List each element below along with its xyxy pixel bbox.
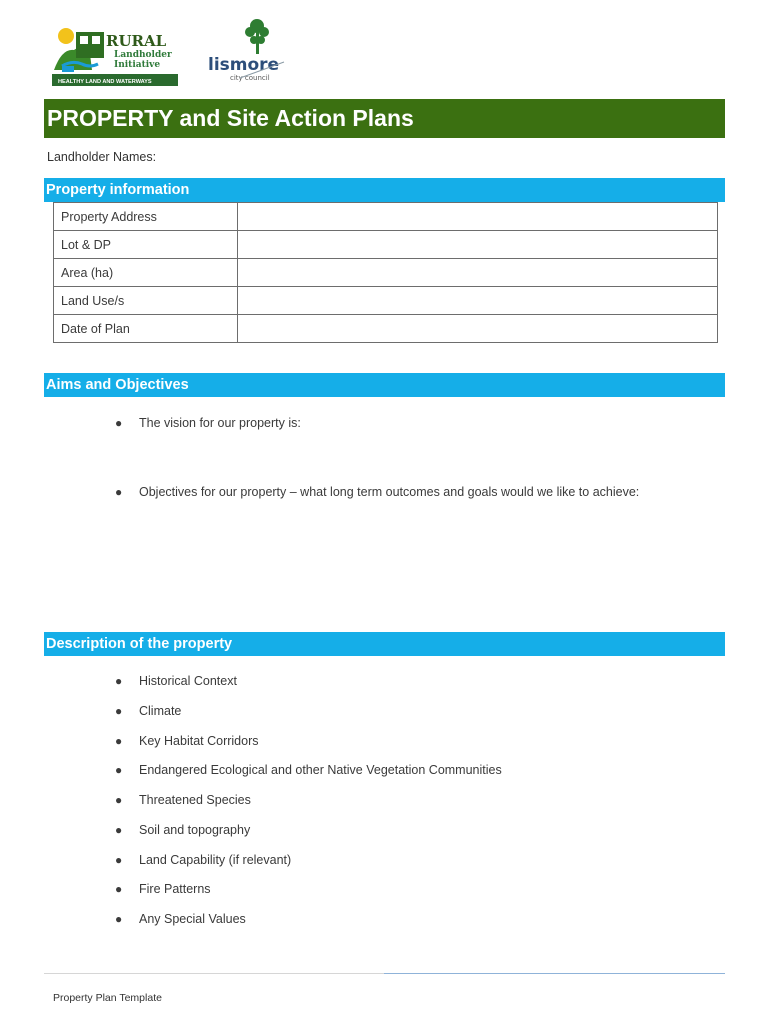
table-row — [54, 231, 718, 259]
bullet-icon: ● — [115, 485, 123, 499]
property-information-table — [53, 202, 718, 343]
land-use-value[interactable] — [238, 287, 718, 315]
landholder-names-label: Landholder Names: — [47, 150, 157, 164]
bullet-icon: ● — [115, 912, 123, 926]
bullet-icon: ● — [115, 674, 123, 688]
property-description-heading: Description of the property — [44, 632, 725, 656]
bullet-icon: ● — [115, 734, 123, 748]
area-label: Area (ha) — [54, 259, 238, 287]
table-row — [54, 203, 718, 231]
table-row — [54, 259, 718, 287]
svg-text:HEALTHY LAND AND WATERWAYS: HEALTHY LAND AND WATERWAYS — [58, 79, 152, 85]
bullet-icon: ● — [115, 823, 123, 837]
special-values-text: Any Special Values — [139, 912, 246, 926]
threatened-species-text: Threatened Species — [139, 793, 251, 807]
soil-topography-text: Soil and topography — [139, 823, 251, 837]
page-title: PROPERTY and Site Action Plans — [44, 99, 725, 138]
fire-patterns-text: Fire Patterns — [139, 882, 211, 896]
climate-text: Climate — [139, 704, 182, 718]
svg-text:RURAL: RURAL — [106, 32, 167, 50]
svg-text:lismore: lismore — [208, 55, 280, 75]
bullet-icon: ● — [115, 793, 123, 807]
bullet-icon: ● — [115, 416, 123, 430]
habitat-corridors-text: Key Habitat Corridors — [139, 734, 259, 748]
vegetation-communities-text: Endangered Ecological and other Native Vegetation Communities — [139, 763, 502, 777]
objectives-text: Objectives for our property – what long term outcomes and goals would we like to achieve: — [139, 485, 640, 499]
property-address-label: Property Address — [54, 203, 238, 231]
property-address-value[interactable] — [238, 203, 718, 231]
footer-label: Property Plan Template — [53, 992, 162, 1004]
table-row — [54, 315, 718, 343]
footer-divider-accent — [384, 973, 725, 974]
aims-objectives-heading: Aims and Objectives — [44, 373, 725, 397]
land-capability-text: Land Capability (if relevant) — [139, 853, 292, 867]
lot-dp-label: Lot & DP — [54, 231, 238, 259]
svg-text:Initiative: Initiative — [114, 60, 161, 70]
bullet-icon: ● — [115, 704, 123, 718]
footer-divider — [44, 973, 384, 974]
area-value[interactable] — [238, 259, 718, 287]
svg-text:city council: city council — [230, 74, 270, 82]
svg-text:Landholder: Landholder — [114, 50, 172, 60]
vision-text: The vision for our property is: — [139, 416, 301, 430]
bullet-icon: ● — [115, 763, 123, 777]
date-of-plan-value[interactable] — [238, 315, 718, 343]
date-of-plan-label: Date of Plan — [54, 315, 238, 343]
rural-landholder-initiative-logo — [52, 24, 178, 88]
lot-dp-value[interactable] — [238, 231, 718, 259]
lismore-city-council-logo — [206, 18, 290, 84]
bullet-icon: ● — [115, 853, 123, 867]
table-row — [54, 287, 718, 315]
property-information-heading: Property information — [44, 178, 725, 202]
land-use-label: Land Use/s — [54, 287, 238, 315]
historical-context-text: Historical Context — [139, 674, 237, 688]
bullet-icon: ● — [115, 882, 123, 896]
